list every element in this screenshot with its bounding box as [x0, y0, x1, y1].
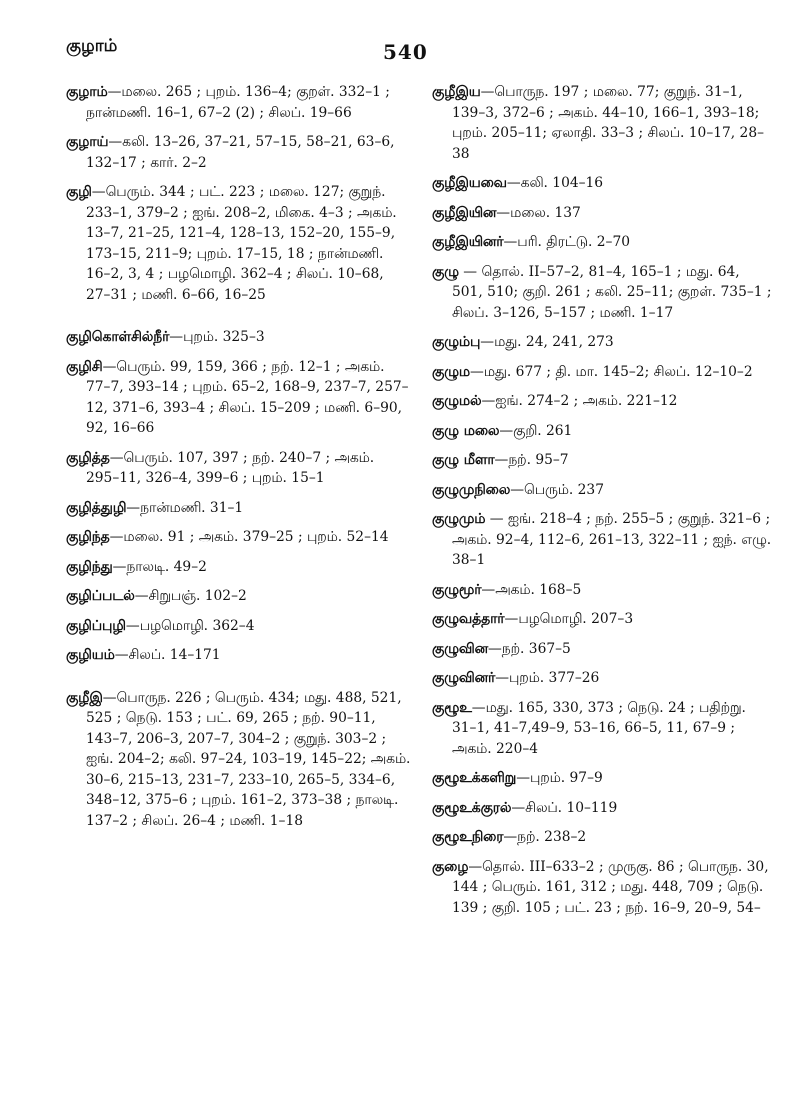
index-entry — [66, 616, 411, 637]
entry-references: —மது. 677 ; தி. மா. 145–2; சிலப். 12–10–2 — [470, 363, 753, 380]
right-column — [432, 82, 772, 927]
entry-headword: குழு — [432, 263, 459, 280]
index-entry — [432, 580, 772, 601]
entry-headword: குழி — [66, 184, 92, 200]
entry-headword: குழீஇய — [432, 84, 481, 100]
index-entry — [432, 173, 772, 194]
entry-headword: குழீஇ — [66, 689, 103, 706]
index-entry — [432, 668, 772, 689]
entry-references: —பொருந. 197 ; மலை. 77; குறுந். 31–1, 139–3, 372–6 ; அகம். 44–10, 166–1, 393–18; புறம். 205–11; ஏலாதி. 33–3 ; சிலப். 10–17, 28–38 — [452, 84, 765, 162]
entry-headword: குழுமூர் — [432, 581, 482, 598]
entry-headword: குழீஇயினர் — [432, 234, 504, 250]
page-number: 540 — [383, 40, 428, 64]
entry-references: —நான்மணி. 31–1 — [126, 499, 244, 516]
entry-references: —புறம். 325–3 — [169, 329, 265, 345]
entry-headword: குழிப்படல் — [66, 588, 135, 604]
entry-headword: குழுமும் — [432, 511, 486, 527]
index-entry — [66, 327, 411, 348]
entry-references: —மது. 165, 330, 373 ; நெடு. 24 ; பதிற்று. 31–1, 41–7,49–9, 53–16, 66–5, 11, 67–9 ; அகம். 220–4 — [452, 699, 746, 757]
index-entry — [432, 421, 772, 442]
entry-references: —மலை. 265 ; புறம். 136–4; குறள். 332–1 ; நான்மணி. 16–1, 67–2 (2) ; சிலப். 19–66 — [86, 84, 390, 121]
entry-references: —மது. 24, 241, 273 — [480, 334, 614, 350]
index-entry — [66, 82, 411, 123]
entry-headword: குழிகொள்சில்நீர் — [66, 329, 170, 345]
entry-headword: குழிப்புழி — [66, 617, 126, 634]
entry-references: —நற். 238–2 — [503, 829, 587, 845]
entry-headword: குழியம் — [66, 647, 115, 663]
entry-headword: குழூஉநிரை — [432, 829, 504, 845]
index-entry — [66, 557, 411, 578]
entry-headword: குழீஇயின — [432, 204, 497, 221]
entry-headword: குழு மீளா — [432, 452, 495, 468]
index-entry — [432, 698, 772, 760]
index-entry — [66, 182, 411, 305]
entry-references: —பெரும். 344 ; பட். 223 ; மலை. 127; குறுந். 233–1, 379–2 ; ஐங். 208–2, மிகை. 4–3 ; அகம். 13–7, 21–25, 121–4, 128–13, 152–20, 155–9, 173–15, 211–9; புறம். 17–15, 18 ; நான்மணி. 16–2, 3, 4 ; பழமொழி. 362–4 ; சிலப். 10–68, 27–31 ; மணி. 6–66, 16–25 — [86, 184, 397, 303]
index-entry — [66, 688, 411, 832]
index-entry — [66, 448, 411, 489]
entry-headword: குழிந்த — [66, 529, 110, 545]
entry-references: —குறி. 261 — [499, 422, 573, 439]
entry-headword: குழாம் — [66, 84, 108, 100]
index-entry — [66, 357, 411, 439]
entry-references: —மலை. 137 — [496, 204, 581, 221]
entry-references: —புறம். 377–26 — [495, 670, 600, 686]
entry-references: —சிலப். 10–119 — [511, 799, 618, 816]
entry-references: —நற். 95–7 — [494, 452, 569, 468]
entry-references: —பொருந. 226 ; பெரும். 434; மது. 488, 521, 525 ; நெடு. 153 ; பட். 69, 265 ; நற். 90–11, 143–7, 206–3, 207–7, 304–2 ; குறுந். 303–2 ; ஐங். 204–2; கலி. 97–24, 103–19, 145–22; அகம். 30–6, 215–13, 231–7, 233–10, 265–5, 334–6, 348–12, 375–6 ; புறம். 161–2, 373–38 ; நாலடி. 137–2 ; சிலப். 26–4 ; மணி. 1–18 — [86, 689, 411, 829]
entry-references: —அகம். 168–5 — [481, 581, 582, 598]
index-entry — [432, 509, 772, 571]
index-entry — [432, 857, 772, 919]
entry-headword: குழீஇயவை — [432, 175, 507, 191]
entry-headword: குழுவின — [432, 640, 488, 657]
entry-headword: குழித்த — [66, 449, 110, 466]
entry-references: —பெரும். 237 — [510, 481, 604, 498]
entry-references: —நற். 367–5 — [488, 640, 571, 657]
index-entry — [432, 768, 772, 789]
index-entry — [432, 262, 772, 324]
index-entry — [432, 232, 772, 253]
entry-references: —பெரும். 107, 397 ; நற். 240–7 ; அகம். 295–11, 326–4, 399–6 ; புறம். 15–1 — [86, 449, 375, 486]
entry-references: —பரி. திரட்டு. 2–70 — [503, 234, 630, 250]
index-entry — [432, 639, 772, 660]
index-entry — [432, 827, 772, 848]
index-entry — [66, 132, 411, 173]
entry-references: —பழமொழி. 362–4 — [125, 617, 255, 634]
index-entry — [432, 362, 772, 383]
index-entry — [432, 798, 772, 819]
running-head: குழாம் — [66, 36, 118, 56]
entry-references: —நாலடி. 49–2 — [112, 558, 207, 575]
entry-headword: குழுமல் — [432, 393, 482, 409]
index-entry — [432, 391, 772, 412]
index-entry — [66, 645, 411, 666]
entry-references: — ஐங். 218–4 ; நற். 255–5 ; குறுந். 321–6 ; அகம். 92–4, 112–6, 261–13, 322–11 ; ஐந். எழு. 38–1 — [452, 511, 772, 568]
index-entry — [66, 498, 411, 519]
entry-references: —சிலப். 14–171 — [114, 647, 221, 663]
left-column — [66, 82, 411, 840]
entry-headword: குழை — [432, 858, 469, 875]
entry-headword: குழும்பு — [432, 334, 481, 350]
entry-headword: குழூஉக்களிறு — [432, 770, 517, 786]
entry-headword: குழூஉ — [432, 699, 472, 716]
entry-headword: குழிந்து — [66, 558, 113, 575]
index-entry — [66, 586, 411, 607]
entry-headword: குழாய் — [66, 134, 109, 150]
entry-headword: குழித்துழி — [66, 499, 127, 516]
entry-references: —பெரும். 99, 159, 366 ; நற். 12–1 ; அகம். 77–7, 393–14 ; புறம். 65–2, 168–9, 237–7, 257–12, 371–6, 393–4 ; சிலப். 15–209 ; மணி. 6–90, 92, 16–66 — [86, 358, 409, 436]
entry-headword: குழூஉக்குரல் — [432, 799, 512, 816]
entry-references: —தொல். III–633–2 ; முருகு. 86 ; பொருந. 30, 144 ; பெரும். 161, 312 ; மது. 448, 709 ; நெடு. 139 ; குறி. 105 ; பட். 23 ; நற். 16–9, 20–9, 54– — [452, 858, 769, 916]
entry-references: — தொல். II–57–2, 81–4, 165–1 ; மது. 64, 501, 510; குறி. 261 ; கலி. 25–11; குறள். 735–1 ; சிலப். 3–126, 5–157 ; மணி. 1–17 — [452, 263, 772, 321]
entry-references: —பழமொழி. 207–3 — [504, 611, 634, 627]
entry-references: —புறம். 97–9 — [516, 770, 603, 786]
index-entry — [432, 82, 772, 164]
index-entry — [432, 203, 772, 224]
entry-references: —சிறுபஞ். 102–2 — [134, 588, 247, 604]
entry-references: —மலை. 91 ; அகம். 379–25 ; புறம். 52–14 — [109, 529, 389, 545]
index-entry — [432, 609, 772, 630]
page-header — [0, 0, 800, 80]
entry-headword: குழுமுநிலை — [432, 481, 511, 498]
entry-references: —ஐங். 274–2 ; அகம். 221–12 — [481, 393, 678, 409]
index-entry — [66, 527, 411, 548]
index-entry — [432, 332, 772, 353]
index-entry — [432, 450, 772, 471]
entry-headword: குழும — [432, 363, 471, 380]
entry-headword: குழிசி — [66, 358, 103, 375]
index-entry — [432, 480, 772, 501]
entry-references: —கலி. 13–26, 37–21, 57–15, 58–21, 63–6, 132–17 ; கார். 2–2 — [86, 134, 395, 171]
entry-headword: குழுவத்தார் — [432, 611, 505, 627]
entry-references: —கலி. 104–16 — [506, 175, 604, 191]
entry-headword: குழு மலை — [432, 422, 500, 439]
entry-headword: குழுவினர் — [432, 670, 496, 686]
